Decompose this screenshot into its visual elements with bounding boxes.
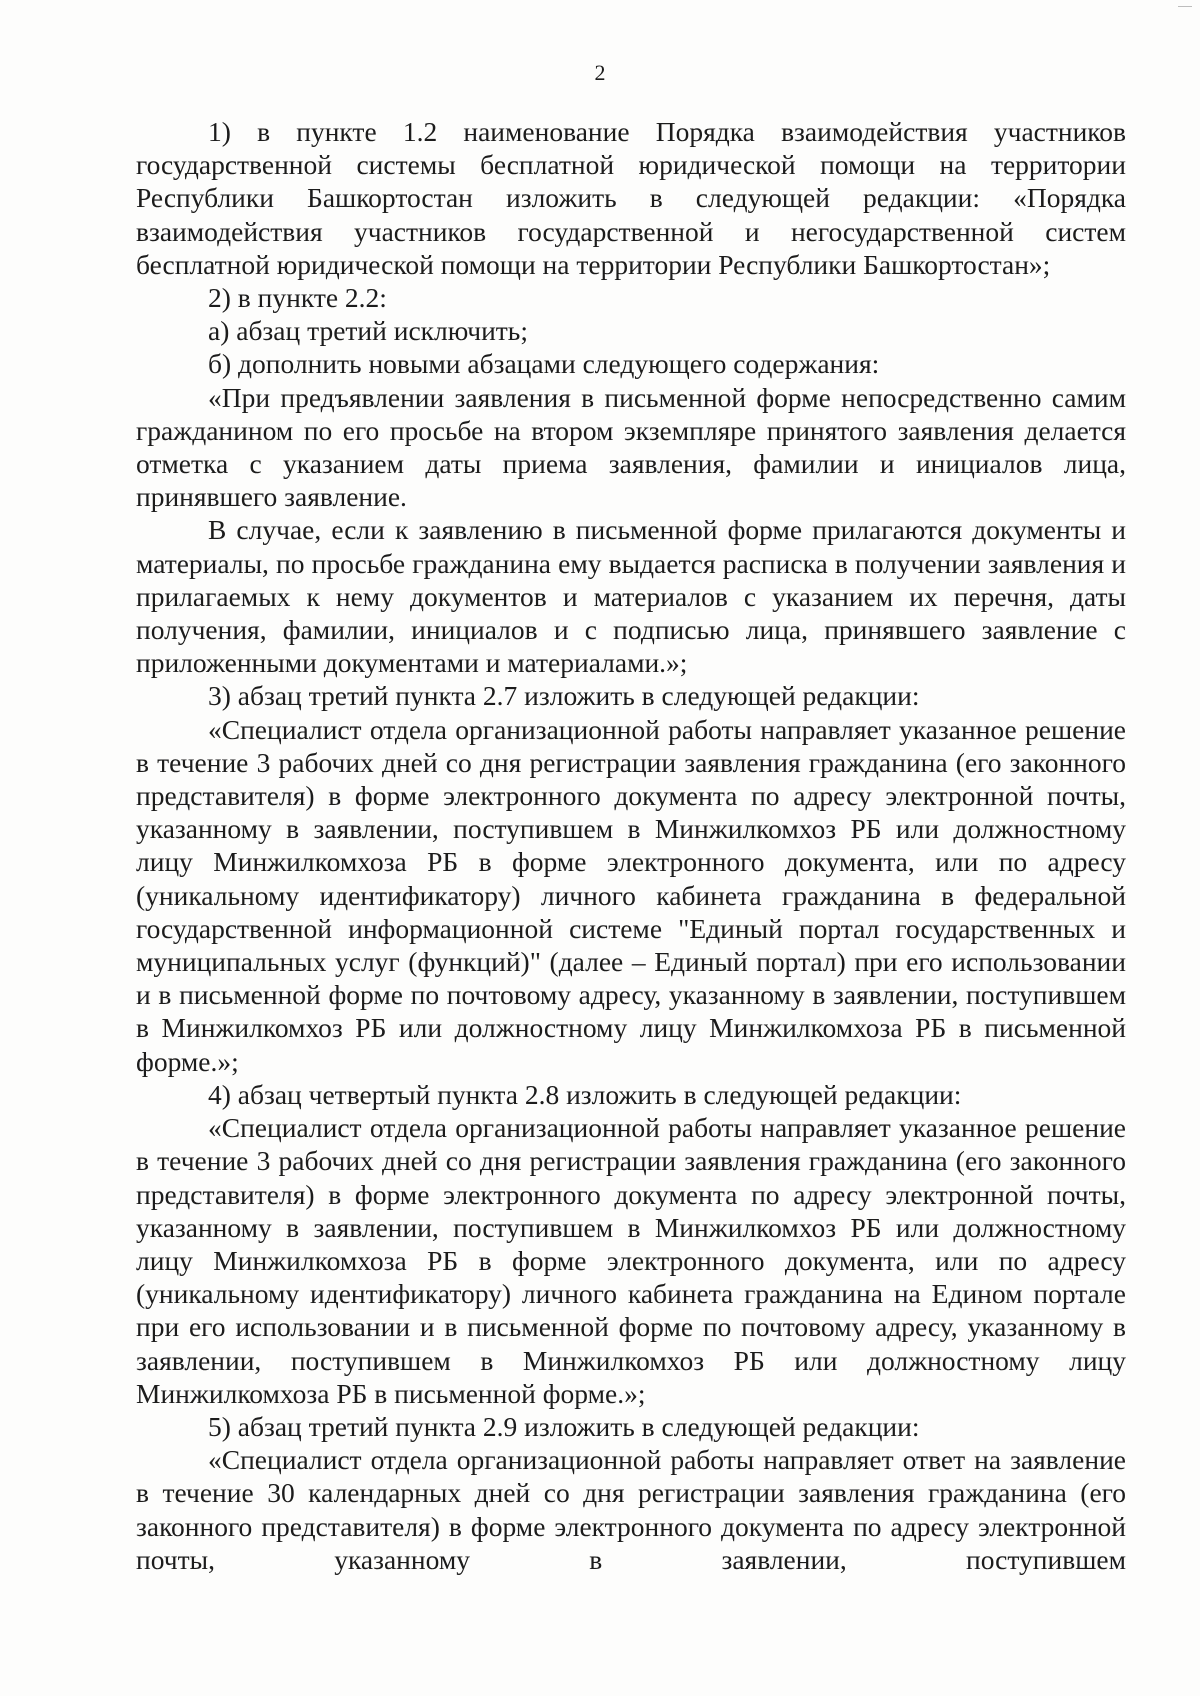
paragraph-item-2a: а) абзац третий исключить; (208, 315, 528, 347)
paragraph-quote-receipt: В случае, если к заявлению в письменной форме прилагаются документы и материалы, по просьбе гражданина ему выдается расписка в получении заявления и прилагаемых к нему документов и материалов с указанием их перечня, даты получения, фамилии, инициалов и с подписью лица, принявшего заявление с приложенными документами и материалами.»; (136, 514, 1126, 679)
paragraph-item-2b: б) дополнить новыми абзацами следующего содержания: (208, 348, 880, 380)
paragraph-quote-written-submission: «При предъявлении заявления в письменной форме непосредственно самим гражданином по его просьбе на втором экземпляре принятого заявления делается отметка с указанием даты приема заявления, фамилии и инициалов лица, принявшего заявление. (136, 381, 1126, 513)
paragraph-quote-item-5: «Специалист отдела организационной работы направляет ответ на заявление в течение 30 календарных дней со дня регистрации заявления гражданина (его законного представителя) в форме электронного документа по адресу электронной почты, указанному в заявлении, поступившем (136, 1444, 1126, 1575)
paragraph-item-1-title-change: 1) в пункте 1.2 наименование Порядка взаимодействия участников государственной системы бесплатной юридической помощи на территории Республики Башкортостан изложить в следующей редакции: «Порядка взаимодействия участников государственной и негосударственной систем бесплатной юридической помощи на территории Республики Башкортостан»; (136, 116, 1126, 280)
paragraph-item-5-heading: 5) абзац третий пункта 2.9 изложить в следующей редакции: (208, 1410, 920, 1442)
paragraph-item-3-heading: 3) абзац третий пункта 2.7 изложить в следующей редакции: (208, 680, 920, 712)
scan-edge-mark (1178, 0, 1192, 7)
paragraph-item-4-heading: 4) абзац четвертый пункта 2.8 изложить в следующей редакции: (208, 1078, 962, 1110)
page-number: 2 (594, 60, 606, 85)
paragraph-item-2-heading: 2) в пункте 2.2: (208, 282, 387, 314)
document-body (136, 115, 1126, 1576)
paragraph-quote-item-4: «Специалист отдела организационной работы направляет указанное решение в течение 3 рабочих дней со дня регистрации заявления гражданина (его законного представителя) в форме электронного документа по адресу электронной почты, указанному в заявлении, поступившем в Минжилкомхоз РБ или должностному лицу Минжилкомхоза РБ в форме электронного документа, или по адресу (уникальному идентификатору) личного кабинета гражданина на Едином портале при его использовании и в письменной форме по почтовому адресу, указанному в заявлении, поступившем в Минжилкомхоз РБ или должностному лицу Минжилкомхоза РБ в письменной форме.»; (136, 1112, 1126, 1409)
paragraph-quote-item-3: «Специалист отдела организационной работы направляет указанное решение в течение 3 рабочих дней со дня регистрации заявления гражданина (его законного представителя) в форме электронного документа по адресу электронной почты, указанному в заявлении, поступившем в Минжилкомхоз РБ или должностному лицу Минжилкомхоза РБ в форме электронного документа, или по адресу (уникальному идентификатору) личного кабинета гражданина в федеральной государственной информационной системе "Единый портал государственных и муниципальных услуг (функций)" (далее – Единый портал) при его использовании и в письменной форме по почтовому адресу, указанному в заявлении, поступившем в Минжилкомхоз РБ или должностному лицу Минжилкомхоза РБ в письменной форме.»; (136, 713, 1126, 1077)
